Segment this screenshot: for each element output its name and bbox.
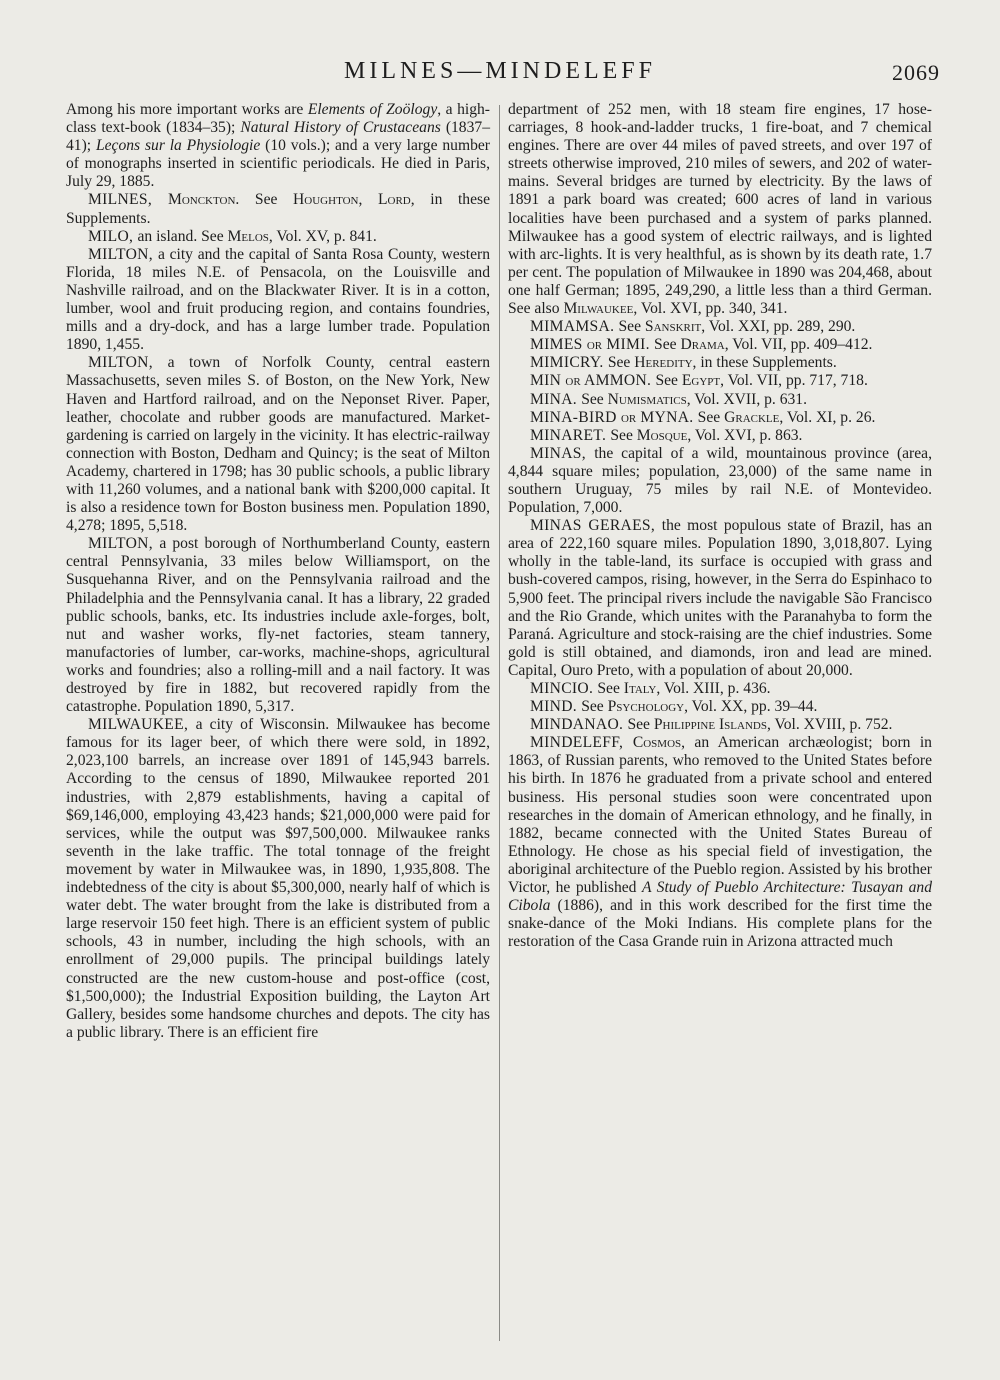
entry-paragraph	[508, 445, 932, 517]
entry-text: (10 vols.); and a very large number of monographs inserted in scientific periodicals. He died in Paris, July 29, 1885.	[66, 137, 490, 191]
small-caps-reference: Egypt	[681, 372, 721, 390]
small-caps-reference: Psychology	[607, 698, 685, 716]
entry-text: , an American archæologist; born in 1863, of Russian parents, who removed to the United States before his birth. In 1876 he graduated from a private school and entered business. His personal studies soon were concentrated upon researches in the domain of American ethnology, and he finally, in 1882, became connected with the United States Bureau of Ethnology. He chose as his special field of investigation, the aboriginal architecture of the Pueblo region. Assisted by his brother Victor, he published	[508, 734, 932, 897]
small-caps-reference: Cosmos	[632, 734, 682, 752]
entry-text: , Vol. XVIII, p. 752.	[766, 716, 893, 734]
entry-paragraph	[508, 354, 932, 372]
entry-text: See	[654, 336, 681, 354]
entry-headword: MILTON,	[88, 245, 158, 263]
entry-headword: MILWAUKEE,	[88, 716, 196, 734]
entry-headword: MIMES	[530, 336, 587, 354]
entry-text: , Vol. XV, p. 841.	[268, 227, 377, 245]
small-caps-reference: Monckton	[167, 191, 236, 209]
text-columns	[66, 101, 934, 1341]
small-caps-reference: or	[620, 408, 637, 426]
entry-text: , Vol. XIII, p. 436.	[656, 680, 771, 697]
entry-text: See	[581, 698, 608, 716]
column-divider	[499, 105, 500, 1341]
page-header	[60, 58, 940, 88]
running-head: MILNES—MINDELEFF	[343, 58, 656, 84]
entry-text: , Vol. XX, pp. 39–44.	[684, 698, 818, 716]
small-caps-reference: Melos	[227, 227, 269, 245]
entry-headword: MILTON,	[88, 535, 160, 553]
entry-headword: MIMI.	[602, 336, 655, 354]
entry-text: , Vol. XI, p. 26.	[779, 408, 876, 426]
entry-headword: MINDANAO.	[530, 716, 628, 734]
left-column	[66, 101, 490, 1042]
small-caps-reference: Drama	[680, 336, 725, 354]
entry-text: the most populous state of Brazil, has an area of 222,160 square miles. Population 1890, 3,018,807. Lying wholly in the table-land, its surface is occupied with grass and bush-covered campos, rising, however, in the Serra do Espinhaco to 5,900 feet. The principal rivers include the navigable São Francisco and the Rio Grande, which unites with the Paranahyba to form the Paraná. Agriculture and stock-raising are the chief industries. Some gold is still obtained, and diamonds, iron and lead are mined. Capital, Ouro Preto, with a population of about 20,000.	[508, 517, 932, 679]
entry-headword: MINDELEFF,	[530, 734, 633, 752]
small-caps-reference: Sanskrit	[644, 318, 702, 336]
entry-text: , Vol. VII, pp. 717, 718.	[720, 372, 868, 390]
entry-text: , a high-class text-book (1834–35);	[66, 101, 490, 137]
entry-text: a city and the capital of Santa Rosa County, western Florida, 18 miles N.E. of Pensacola, on the Louisville and Nashville railroad, and on the Blackwater River. It is in a cotton, lumber, wool and fruit producing region, and contains foundries, mills and a dry-dock, and has a large lumber trade. Population 1890, 1,455.	[66, 245, 490, 354]
right-column	[508, 101, 932, 951]
entry-text: See	[610, 426, 637, 444]
entry-paragraph	[66, 535, 490, 716]
entry-headword: MIND.	[530, 698, 582, 716]
small-caps-reference: or	[565, 372, 581, 390]
entry-headword: MIMAMSA.	[530, 318, 619, 336]
entry-headword: MINAS GERAES,	[530, 517, 662, 535]
entry-text: . See	[235, 191, 294, 209]
small-caps-reference: Numismatics	[607, 390, 687, 408]
entry-text: an island. See	[137, 227, 228, 245]
entry-paragraph	[66, 228, 490, 246]
entry-text: See	[697, 408, 725, 426]
entry-text: the capital of a wild, mountainous province (area, 4,844 square miles; population, 23,000) of the same name in southern Uruguay, 75 miles by rail N.E. of Montevideo. Population, 7,000.	[508, 444, 932, 517]
entry-text: , Vol. XVI, p. 863.	[687, 426, 803, 444]
entry-headword: AMMON.	[580, 372, 656, 390]
entry-paragraph	[508, 680, 932, 698]
entry-text: See	[597, 680, 624, 697]
entry-text: , Vol. XVII, p. 631.	[686, 390, 807, 408]
small-caps-reference: Heredity	[634, 354, 693, 372]
entry-paragraph	[66, 191, 490, 227]
entry-text: See	[607, 354, 635, 372]
entry-headword: MINAS,	[530, 444, 595, 462]
italic-title: Elements of Zoölogy	[307, 101, 438, 118]
entry-text: , Vol. VII, pp. 409–412.	[724, 336, 873, 354]
entry-paragraph	[508, 318, 932, 336]
entry-paragraph	[66, 716, 490, 1042]
entry-headword: MILNES,	[88, 191, 168, 209]
entry-text: , Vol. XVI, pp. 340, 341.	[633, 300, 788, 318]
italic-title: Natural History of Crustaceans	[240, 119, 441, 137]
entry-text: Among his more important works are	[66, 101, 308, 118]
entry-headword: MILO,	[88, 227, 138, 245]
small-caps-reference: Milwaukee	[563, 300, 634, 318]
entry-text: (1837–41);	[66, 119, 490, 155]
entry-paragraph	[508, 517, 932, 680]
small-caps-reference: Houghton, Lord	[293, 191, 411, 209]
entry-text: , in these Supplements.	[66, 191, 491, 227]
entry-headword: MINCIO.	[530, 680, 598, 697]
small-caps-reference: Grackle	[724, 408, 780, 426]
entry-headword: MIMICRY.	[530, 354, 608, 372]
entry-paragraph	[66, 101, 490, 191]
entry-paragraph	[66, 246, 490, 355]
entry-text: , Vol. XXI, pp. 289, 290.	[701, 318, 856, 336]
italic-title: A Study of Pueblo Architecture: Tusayan and Cibola	[508, 879, 932, 915]
entry-text: a post borough of Northumberland County, eastern central Pennsylvania, 33 miles below Williamsport, on the Susquehanna River, and on the Pennsylvania railroad and the Philadelphia and the Pennsylvania canal. It has a library, 22 graded public schools, banks, etc. Its industries include axle-forges, bolt, nut and washer works, fly-net factories, steam tannery, manufactories of lumber, car-works, machine-shops, agricultural works and foundries; also a rolling-mill and a nail factory. It was destroyed by fire in 1882, but recovered rapidly from the catastrophe. Population 1890, 5,317.	[66, 535, 490, 716]
entry-headword: MYNA.	[636, 408, 698, 426]
entry-headword: MIN	[530, 372, 566, 390]
small-caps-reference: Italy	[623, 680, 657, 697]
small-caps-reference: Mosque	[636, 426, 688, 444]
entry-text: See	[655, 372, 682, 390]
entry-text: See	[627, 716, 654, 734]
small-caps-reference: Philippine Islands	[653, 716, 767, 734]
entry-paragraph	[508, 698, 932, 716]
entry-text: department of 252 men, with 18 steam fire engines, 17 hose-carriages, 8 hook-and-ladder trucks, 1 fire-boat, and 7 chemical engines. There are over 44 miles of paved streets, and over 197 of streets otherwise improved, 210 miles of sewers, and 202 of water-mains. Several bridges are turned by electricity. By the laws of 1891 a park board was created; 600 acres of land in various localities have been purchased and a system of parks planned. Milwaukee has a good system of electric railways, and is lighted with arc-lights. It is very healthful, as is shown by its death rate, 1.7 per cent. The population of Milwaukee in 1890 was 204,468, about one half German; 1895, 249,290, a little less than a third German. See also	[508, 101, 932, 318]
entry-paragraph	[508, 372, 932, 390]
entry-headword: MILTON,	[88, 354, 168, 372]
entry-text: (1886), and in this work described for the first time the snake-dance of the Moki Indians. His complete plans for the restoration of the Casa Grande ruin in Arizona attracted much	[508, 897, 932, 951]
entry-text: See	[581, 390, 608, 408]
entry-paragraph	[508, 427, 932, 445]
entry-headword: MINA-BIRD	[530, 408, 621, 426]
entry-headword: MINARET.	[530, 426, 611, 444]
entry-text: , in these Supplements.	[692, 354, 837, 372]
entry-paragraph	[508, 716, 932, 734]
entry-headword: MINA.	[530, 390, 582, 408]
page-number: 2069	[892, 60, 940, 85]
entry-paragraph	[508, 409, 932, 427]
entry-paragraph	[508, 734, 932, 951]
entry-text: See	[618, 318, 645, 336]
italic-title: Leçons sur la Physiologie	[95, 137, 261, 155]
entry-paragraph	[508, 101, 932, 318]
entry-paragraph	[66, 354, 490, 535]
small-caps-reference: or	[586, 336, 603, 354]
entry-text: a city of Wisconsin. Milwaukee has become famous for its lager beer, of which there were sold, in 1892, 2,023,100 barrels, an increase over 1891 of 145,943 barrels. According to the census of 1890, Milwaukee reported 201 industries, with 2,879 establishments, having a capital of $69,146,000, employing 43,423 hands; $21,000,000 were paid for services, while the output was $97,500,000. Milwaukee ranks seventh in the lake traffic. The total tonnage of the freight movement by water in Milwaukee was, in 1890, 1,935,808. The indebtedness of the city is about $5,300,000, nearly half of which is water debt. The water brought from the lake is distributed from a large reservoir 150 feet high. There is an efficient system of public schools, 43 in number, including the high schools, with an enrollment of 29,000 pupils. The principal buildings lately constructed are the new custom-house and post-office (cost, $1,500,000); the Industrial Exposition building, the Layton Art Gallery, besides some handsome churches and depots. The city has a public library. There is an efficient fire	[66, 716, 490, 1041]
entry-text: a town of Norfolk County, central eastern Massachusetts, seven miles S. of Boston, on the New York, New Haven and Hartford railroad, and on the Neponset River. Paper, leather, chocolate and rubber goods are manufactured. Market-gardening is carried on largely in the vicinity. It has electric-railway connection with Boston, Dedham and Quincy; is the seat of Milton Academy, chartered in 1798; has 30 public schools, a public library with 11,260 volumes, and a national bank with $200,000 capital. It is also a residence town for Boston business men. Population 1890, 4,278; 1895, 5,518.	[66, 354, 490, 535]
entry-paragraph	[508, 391, 932, 409]
entry-paragraph	[508, 336, 932, 354]
